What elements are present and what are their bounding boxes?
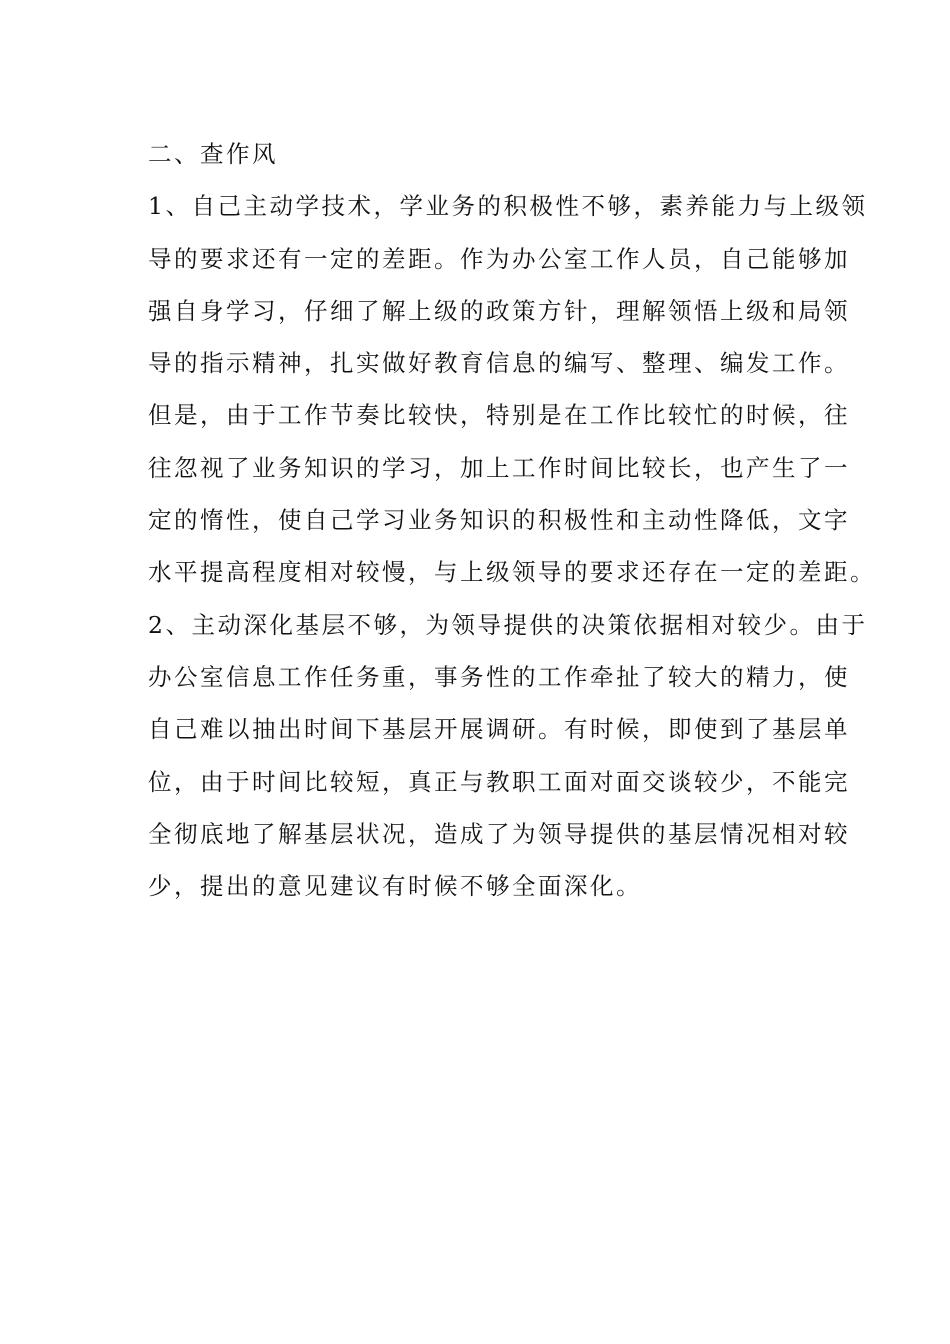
paragraph-line: 导的指示精神，扎实做好教育信息的编写、整理、编发工作。 [148, 349, 850, 378]
paragraph-line: 1、自己主动学技术，学业务的积极性不够，素养能力与上级领 [148, 192, 868, 221]
paragraph-line: 往忽视了业务知识的学习，加上工作时间比较长，也产生了一 [148, 453, 850, 482]
paragraph-line: 水平提高程度相对较慢，与上级领导的要求还存在一定的差距。 [148, 558, 876, 587]
paragraph-line: 强自身学习，仔细了解上级的政策方针，理解领悟上级和局领 [148, 296, 850, 325]
section-heading: 二、查作风 [148, 140, 278, 168]
paragraph-line: 少，提出的意见建议有时候不够全面深化。 [148, 872, 642, 901]
paragraph-line: 自己难以抽出时间下基层开展调研。有时候，即使到了基层单 [148, 715, 850, 744]
document-body [148, 128, 876, 912]
paragraph-line: 办公室信息工作任务重，事务性的工作牵扯了较大的精力，使 [148, 662, 850, 691]
paragraph-line: 定的惰性，使自己学习业务知识的积极性和主动性降低，文字 [148, 506, 850, 535]
paragraph-line: 位，由于时间比较短，真正与教职工面对面交谈较少，不能完 [148, 767, 850, 796]
paragraph-line: 但是，由于工作节奏比较快，特别是在工作比较忙的时候，往 [148, 401, 850, 430]
paragraph-line: 导的要求还有一定的差距。作为办公室工作人员，自己能够加 [148, 244, 850, 273]
paragraph-line: 全彻底地了解基层状况，造成了为领导提供的基层情况相对较 [148, 819, 850, 848]
paragraph-line: 2、主动深化基层不够，为领导提供的决策依据相对较少。由于 [148, 610, 868, 639]
